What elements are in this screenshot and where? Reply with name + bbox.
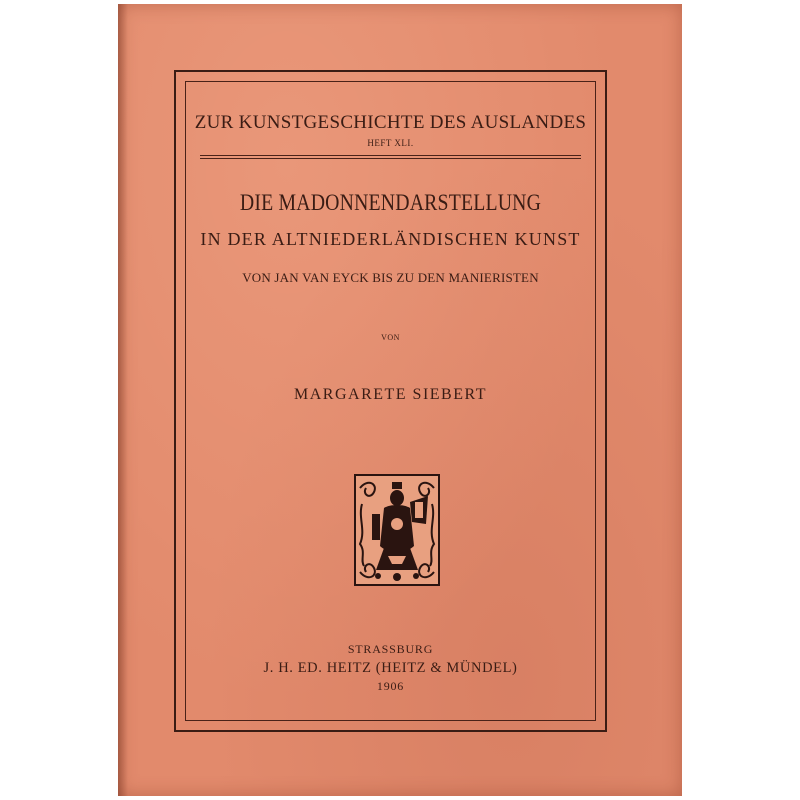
author-name: MARGARETE SIEBERT bbox=[294, 386, 487, 403]
publisher-city: STRASSBURG bbox=[347, 642, 434, 656]
series-title: ZUR KUNSTGESCHICHTE DES AUSLANDES bbox=[194, 112, 587, 133]
divider-rule bbox=[200, 158, 581, 159]
publisher-name: J. H. ED. HEITZ (HEITZ & MÜNDEL) bbox=[263, 660, 518, 676]
book-cover bbox=[118, 4, 682, 796]
by-label: VON bbox=[381, 333, 400, 342]
divider-rule bbox=[200, 155, 581, 156]
book-title: DIE MADONNENDARSTELLUNG bbox=[239, 190, 542, 215]
publication-year: 1906 bbox=[376, 679, 405, 693]
cover-inner-frame bbox=[185, 81, 596, 721]
printer-mark-woodcut-icon bbox=[354, 474, 440, 586]
cover-border-frame bbox=[174, 70, 607, 732]
book-subtitle: IN DER ALTNIEDERLÄNDISCHEN KUNST bbox=[200, 229, 581, 249]
series-issue: HEFT XLI. bbox=[367, 138, 414, 148]
book-sub-subtitle: VON JAN VAN EYCK BIS ZU DEN MANIERISTEN bbox=[242, 270, 539, 285]
